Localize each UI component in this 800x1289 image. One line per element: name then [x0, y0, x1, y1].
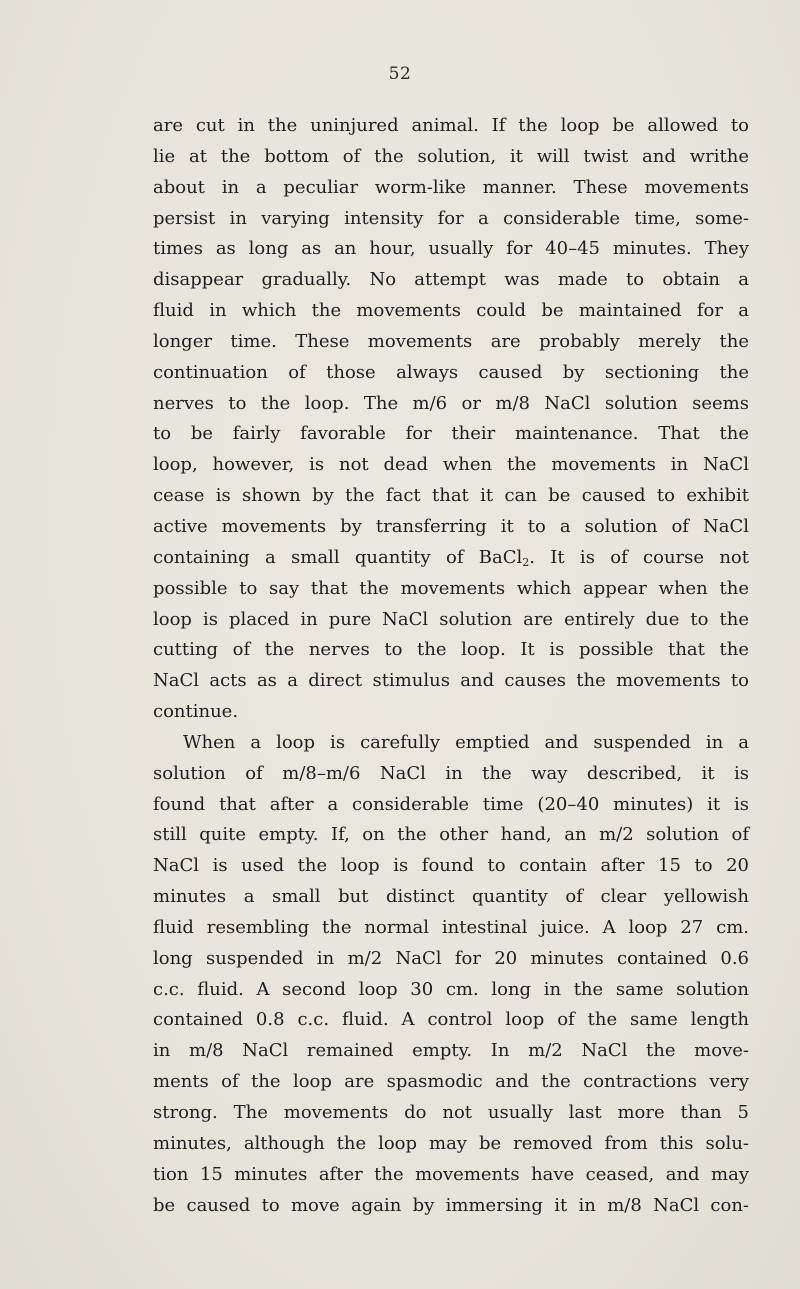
text-line: long suspended in m/2 NaCl for 20 minutes contained 0.6	[153, 947, 749, 969]
text-line: NaCl is used the loop is found to contain after 15 to 20	[153, 855, 749, 877]
text-line: c.c. fluid. A second loop 30 cm. long in the same solution	[153, 978, 749, 1000]
text-line: in m/8 NaCl remained empty. In m/2 NaCl the move-	[153, 1040, 749, 1062]
text-line: are cut in the uninjured animal. If the loop be allowed to	[153, 115, 749, 136]
text-line-with-subscript	[153, 543, 749, 574]
text-line: fluid resembling the normal intestinal juice. A loop 27 cm.	[153, 916, 749, 938]
text-line: ments of the loop are spasmodic and the contractions very	[153, 1071, 749, 1093]
text-line: minutes, although the loop may be removed from this solu-	[153, 1132, 749, 1154]
text-segment: . It is of course not	[529, 546, 749, 568]
text-line: loop, however, is not dead when the movements in NaCl	[153, 454, 749, 476]
page-number: 52	[388, 64, 412, 84]
text-line: cutting of the nerves to the loop. It is possible that the	[153, 639, 749, 661]
text-line: tion 15 minutes after the movements have ceased, and may	[153, 1163, 749, 1185]
text-line: be caused to move again by immersing it in m/8 NaCl con-	[153, 1194, 749, 1216]
text-line: found that after a considerable time (20–40 minutes) it is	[153, 793, 749, 815]
text-line: longer time. These movements are probably merely the	[153, 330, 749, 352]
text-line: When a loop is carefully emptied and suspended in a	[183, 731, 749, 753]
text-line: NaCl acts as a direct stimulus and causes the movements to	[153, 670, 749, 692]
text-line: lie at the bottom of the solution, it will twist and writhe	[153, 145, 749, 167]
text-line: about in a peculiar worm-like manner. These movements	[153, 176, 749, 198]
text-line: cease is shown by the fact that it can be caused to exhibit	[153, 485, 749, 507]
text-line: disappear gradually. No attempt was made to obtain a	[153, 269, 749, 291]
text-line: to be fairly favorable for their maintenance. That the	[153, 423, 749, 445]
text-line: still quite empty. If, on the other hand, an m/2 solution of	[153, 824, 749, 846]
subscript: 2	[522, 555, 530, 569]
text-line: loop is placed in pure NaCl solution are entirely due to the	[153, 608, 749, 630]
text-line: fluid in which the movements could be maintained for a	[153, 300, 749, 322]
text-segment: containing a small quantity of BaCl	[153, 546, 523, 568]
text-line: minutes a small but distinct quantity of clear yellowish	[153, 886, 749, 908]
text-line: continuation of those always caused by sectioning the	[153, 361, 749, 383]
text-line: nerves to the loop. The m/6 or m/8 NaCl solution seems	[153, 392, 749, 414]
text-line: persist in varying intensity for a considerable time, some-	[153, 207, 749, 229]
text-line: possible to say that the movements which appear when the	[153, 577, 749, 599]
text-line: contained 0.8 c.c. fluid. A control loop of the same length	[153, 1009, 749, 1031]
text-line: active movements by transferring it to a solution of NaCl	[153, 515, 749, 537]
body-text	[153, 111, 749, 1221]
text-line: solution of m/8–m/6 NaCl in the way described, it is	[153, 762, 749, 784]
text-line: strong. The movements do not usually last more than 5	[153, 1102, 749, 1123]
text-line: continue.	[153, 701, 239, 723]
text-line: times as long as an hour, usually for 40–45 minutes. They	[153, 238, 749, 260]
